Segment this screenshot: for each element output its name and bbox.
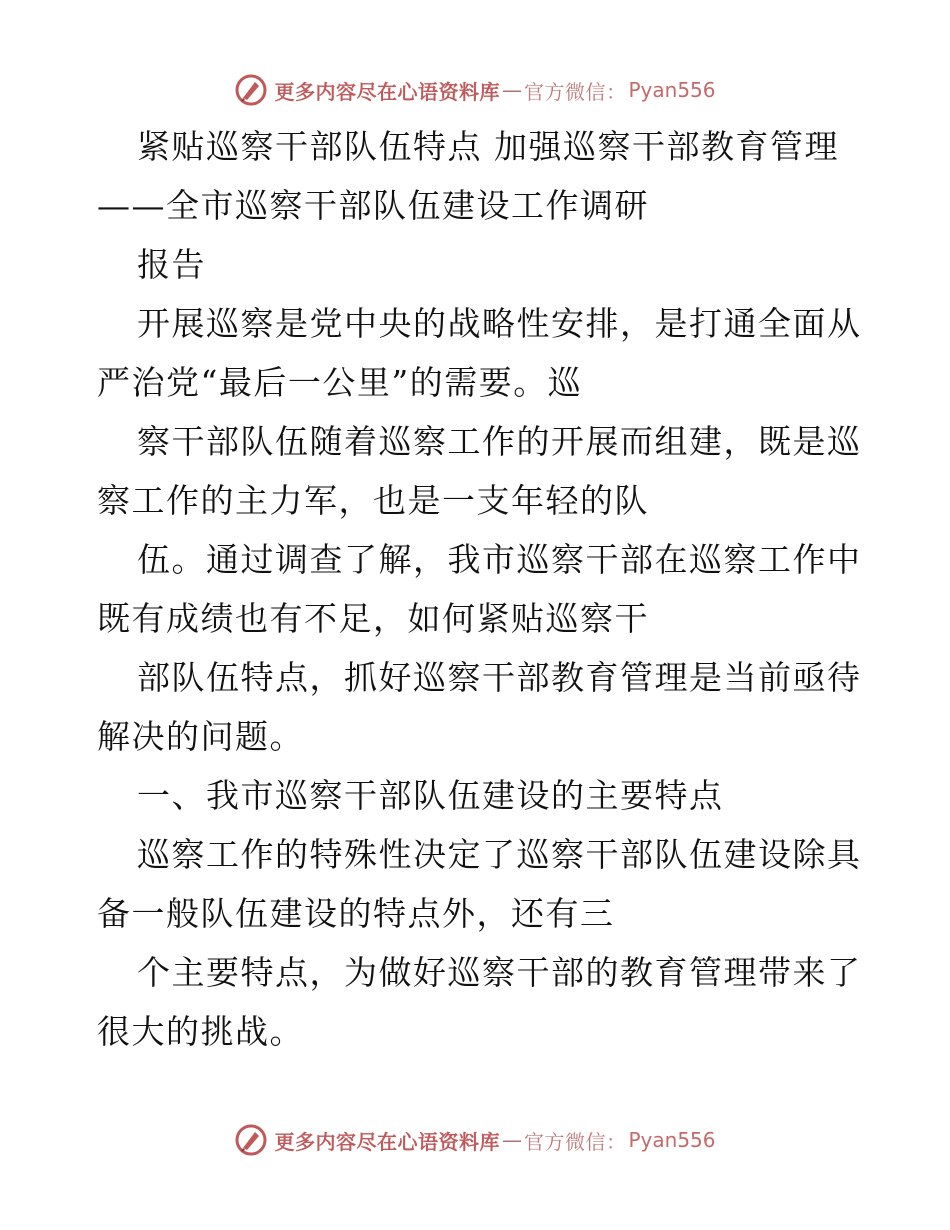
- quill-pen-logo-icon: [234, 73, 268, 107]
- watermark-brand: 更多内容尽在心语资料库: [274, 79, 500, 104]
- paragraph-line: 备一般队伍建设的特点外，还有三: [97, 894, 615, 933]
- paragraph-line: 部队伍特点，抓好巡察干部教育管理是当前亟待: [137, 658, 862, 697]
- watermark-wechat-handle: Pyan556: [628, 78, 716, 102]
- paragraph-line: 开展巡察是党中央的战略性安排，是打通全面从: [137, 304, 862, 343]
- header-watermark: [0, 70, 950, 110]
- quill-pen-logo-icon: [234, 1123, 268, 1157]
- paragraph-line: 个主要特点，为做好巡察干部的教育管理带来了: [137, 953, 862, 992]
- watermark-brand: 更多内容尽在心语资料库: [274, 1129, 500, 1154]
- footer-watermark: [0, 1120, 950, 1160]
- paragraph-line: 解决的问题。: [97, 717, 304, 756]
- watermark-wechat-handle: Pyan556: [628, 1128, 716, 1152]
- section-heading: 一、我市巡察干部队伍建设的主要特点: [137, 776, 724, 815]
- watermark-separator: —: [501, 78, 522, 102]
- paragraph-line: 很大的挑战。: [97, 1012, 304, 1051]
- watermark-wechat-label: 官方微信：: [523, 79, 627, 104]
- document-title: 紧贴巡察干部队伍特点 加强巡察干部教育管理: [137, 127, 839, 166]
- paragraph-line: 巡察工作的特殊性决定了巡察干部队伍建设除具: [137, 835, 862, 874]
- document-subtitle-cont: 报告: [137, 245, 206, 284]
- paragraph-line: 察工作的主力军，也是一支年轻的队: [97, 481, 649, 520]
- watermark-wechat-label: 官方微信：: [523, 1129, 627, 1154]
- watermark-separator: —: [501, 1128, 522, 1152]
- paragraph-line: 既有成绩也有不足，如何紧贴巡察干: [97, 599, 649, 638]
- paragraph-line: 严治党“最后一公里”的需要。巡: [97, 363, 583, 402]
- paragraph-line: 察干部队伍随着巡察工作的开展而组建，既是巡: [137, 422, 862, 461]
- document-subtitle: ——全市巡察干部队伍建设工作调研: [97, 186, 649, 225]
- paragraph-line: 伍。通过调查了解，我市巡察干部在巡察工作中: [137, 540, 862, 579]
